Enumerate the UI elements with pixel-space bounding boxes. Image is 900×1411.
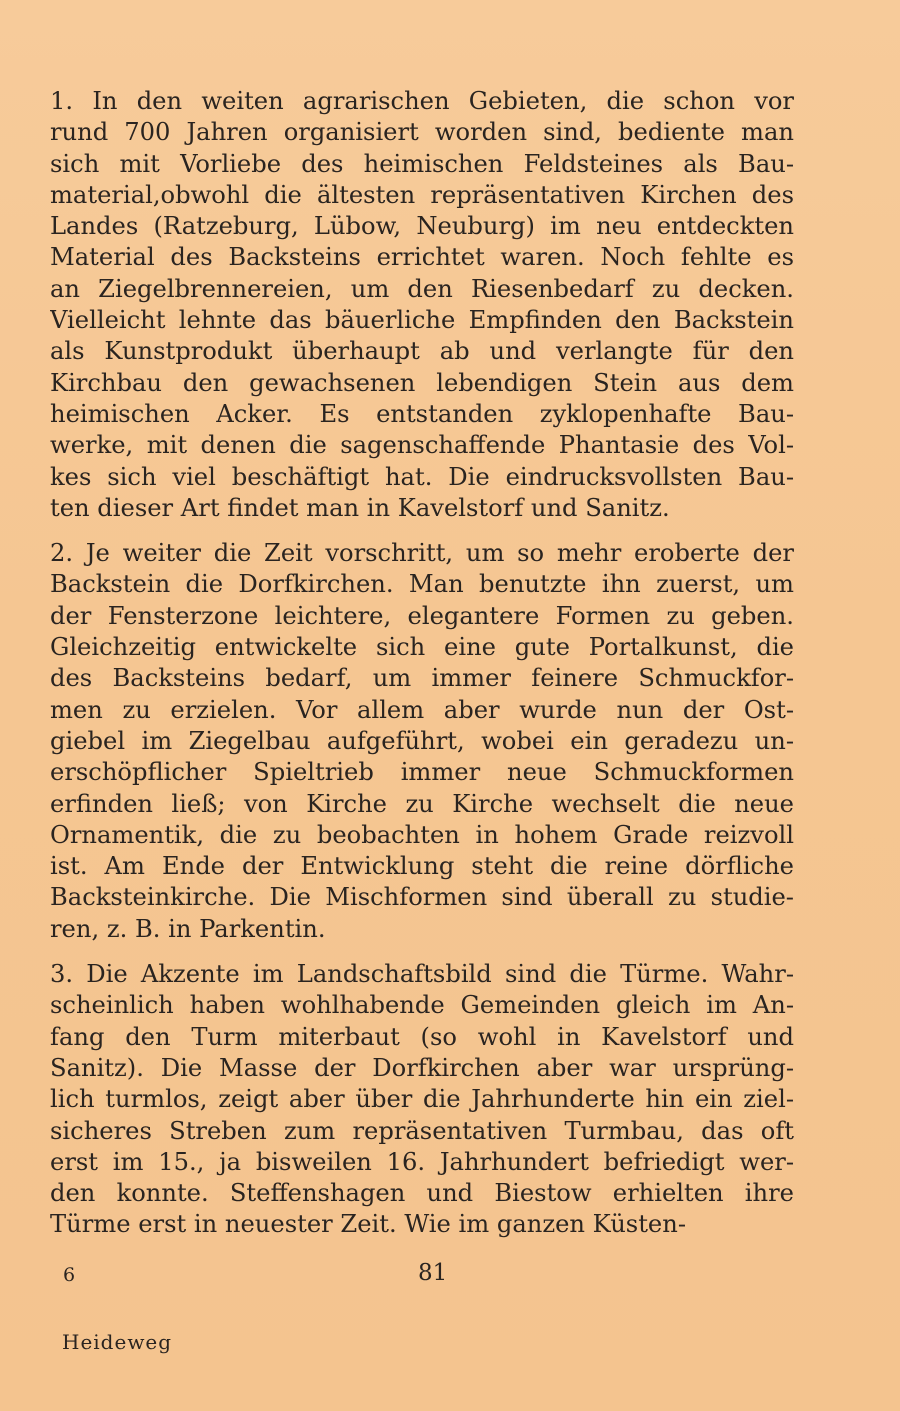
paragraph-3: [50, 959, 794, 1241]
text-line: heimischen Acker. Es entstanden zyklopenhafte Bau-: [50, 399, 794, 428]
text-line: Ornamentik, die zu beobachten in hohem Grade reizvoll: [50, 820, 794, 849]
text-line: ist. Am Ende der Entwicklung steht die reine dörfliche: [50, 852, 794, 881]
text-line: erst im 15., ja bisweilen 16. Jahrhundert befriedigt wer-: [50, 1147, 794, 1176]
page-number: 81: [418, 1260, 448, 1286]
text-line: an Ziegelbrennereien, um den Riesenbedarf zu decken.: [50, 274, 794, 303]
text-line: Gleichzeitig entwickelte sich eine gute Portalkunst, die: [50, 633, 794, 662]
paragraph-2: [50, 538, 794, 945]
signature-mark: 6: [63, 1264, 76, 1286]
publisher-name: Heideweg: [62, 1330, 173, 1354]
text-line: Sanitz). Die Masse der Dorfkirchen aber war ursprüng-: [50, 1053, 794, 1082]
paragraph-1: [50, 86, 794, 524]
text-line: Backstein die Dorfkirchen. Man benutzte ihn zuerst, um: [50, 570, 794, 599]
text-line: Vielleicht lehnte das bäuerliche Empfinden den Backstein: [50, 306, 794, 335]
text-line: scheinlich haben wohlhabende Gemeinden gleich im An-: [50, 991, 794, 1020]
text-line: rund 700 Jahren organisiert worden sind, bediente man: [50, 118, 794, 147]
text-line: Türme erst in neuester Zeit. Wie im ganzen Küsten-: [50, 1210, 686, 1239]
text-line: ten dieser Art findet man in Kavelstorf und Sanitz.: [50, 493, 670, 522]
text-line: Kirchbau den gewachsenen lebendigen Stein aus dem: [50, 368, 794, 397]
text-line: der Fensterzone leichtere, elegantere Formen zu geben.: [50, 601, 794, 630]
text-line: als Kunstprodukt überhaupt ab und verlangte für den: [50, 337, 794, 366]
text-line: material,obwohl die ältesten repräsentativen Kirchen des: [50, 180, 794, 209]
text-line: 1. In den weiten agrarischen Gebieten, die schon vor: [50, 87, 794, 115]
text-line: sich mit Vorliebe des heimischen Feldsteines als Bau-: [50, 149, 794, 178]
body-text: [50, 86, 794, 1255]
text-line: erschöpflicher Spieltrieb immer neue Schmuckformen: [50, 758, 794, 787]
text-line: lich turmlos, zeigt aber über die Jahrhunderte hin ein ziel-: [50, 1085, 794, 1114]
text-line: ren, z. B. in Parkentin.: [50, 914, 326, 943]
text-line: des Backsteins bedarf, um immer feinere Schmuckfor-: [50, 664, 794, 693]
text-line: erfinden ließ; von Kirche zu Kirche wechselt die neue: [50, 789, 794, 818]
text-line: Material des Backsteins errichtet waren. Noch fehlte es: [50, 243, 794, 272]
text-line: fang den Turm miterbaut (so wohl in Kavelstorf und: [50, 1022, 794, 1051]
text-line: 3. Die Akzente im Landschaftsbild sind die Türme. Wahr-: [50, 960, 794, 989]
text-line: men zu erzielen. Vor allem aber wurde nun der Ost-: [50, 695, 794, 724]
text-line: Backsteinkirche. Die Mischformen sind überall zu studie-: [50, 883, 794, 912]
text-line: giebel im Ziegelbau aufgeführt, wobei ein geradezu un-: [50, 726, 794, 755]
text-line: 2. Je weiter die Zeit vorschritt, um so mehr eroberte der: [50, 539, 794, 568]
text-line: werke, mit denen die sagenschaffende Phantasie des Vol-: [50, 431, 794, 460]
text-line: kes sich viel beschäftigt hat. Die eindrucksvollsten Bau-: [50, 462, 794, 491]
text-line: sicheres Streben zum repräsentativen Turmbau, das oft: [50, 1116, 794, 1145]
text-line: Landes (Ratzeburg, Lübow, Neuburg) im neu entdeckten: [50, 212, 794, 241]
text-line: den konnte. Steffenshagen und Biestow erhielten ihre: [50, 1179, 794, 1208]
